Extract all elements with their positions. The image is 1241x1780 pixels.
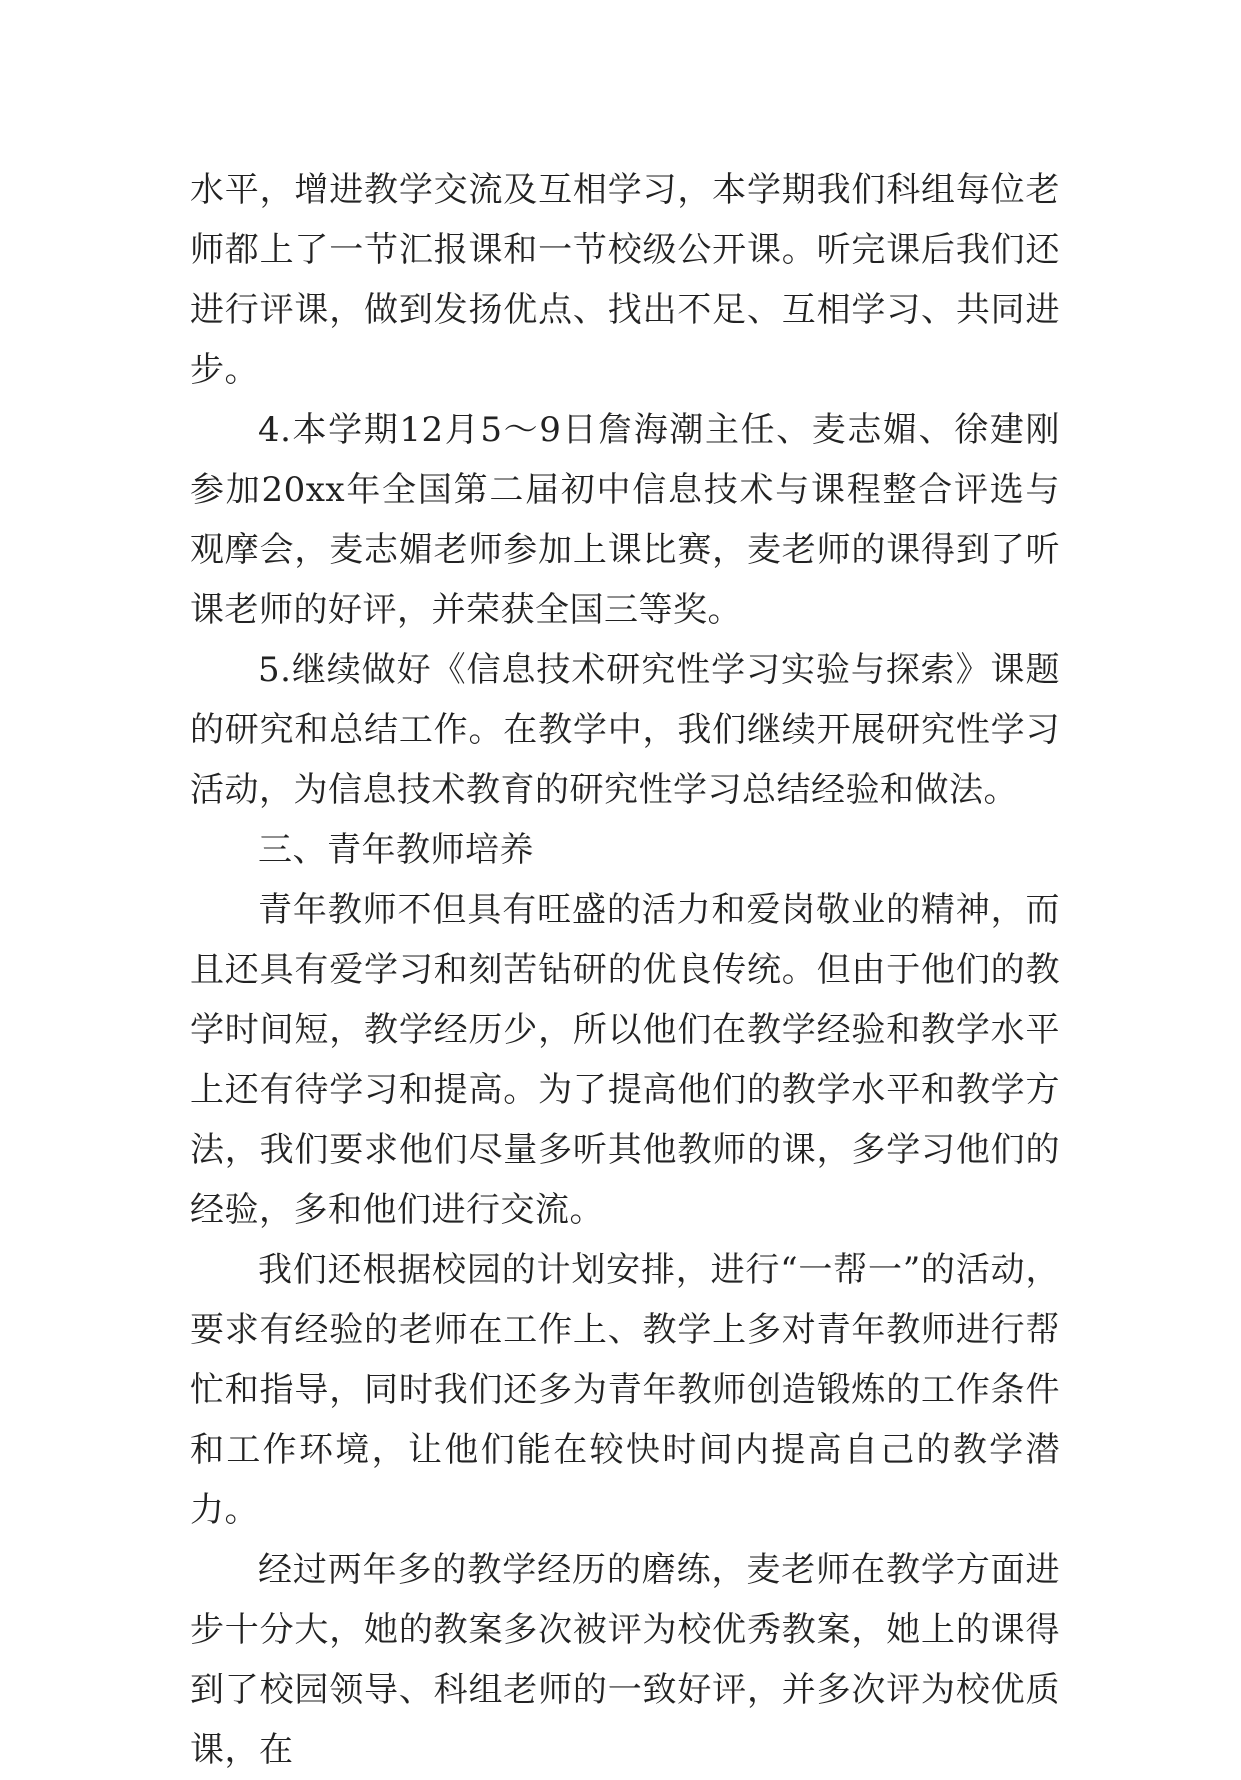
paragraph-continuation: 水平，增进教学交流及互相学习，本学期我们科组每位老师都上了一节汇报课和一节校级公开课。听完课后我们还进行评课，做到发扬优点、找出不足、互相学习、共同进步。 <box>190 170 1060 390</box>
paragraph-progress: 经过两年多的教学经历的磨练，麦老师在教学方面进步十分大，她的教案多次被评为校优秀教案，她上的课得到了校园领导、科组老师的一致好评，并多次评为校优质课，在 <box>190 1550 1060 1770</box>
paragraph-mentoring: 我们还根据校园的计划安排，进行“一帮一”的活动，要求有经验的老师在工作上、教学上多对青年教师进行帮忙和指导，同时我们还多为青年教师创造锻炼的工作条件和工作环境，让他们能在较快时间内提高自己的教学潜力。 <box>190 1250 1060 1530</box>
paragraph-item-5: 5.继续做好《信息技术研究性学习实验与探索》课题的研究和总结工作。在教学中，我们继续开展研究性学习活动，为信息技术教育的研究性学习总结经验和做法。 <box>190 650 1060 810</box>
paragraph-item-4: 4.本学期12月5～9日詹海潮主任、麦志媚、徐建刚参加20xx年全国第二届初中信息技术与课程整合评选与观摩会，麦志媚老师参加上课比赛，麦老师的课得到了听课老师的好评，并荣获全国三等奖。 <box>190 410 1060 630</box>
document-body <box>190 160 1060 1780</box>
paragraph-young-teachers: 青年教师不但具有旺盛的活力和爱岗敬业的精神，而且还具有爱学习和刻苦钻研的优良传统。但由于他们的教学时间短，教学经历少，所以他们在教学经验和教学水平上还有待学习和提高。为了提高他们的教学水平和教学方法，我们要求他们尽量多听其他教师的课，多学习他们的经验，多和他们进行交流。 <box>190 890 1060 1230</box>
section-heading-3: 三、青年教师培养 <box>258 830 534 870</box>
